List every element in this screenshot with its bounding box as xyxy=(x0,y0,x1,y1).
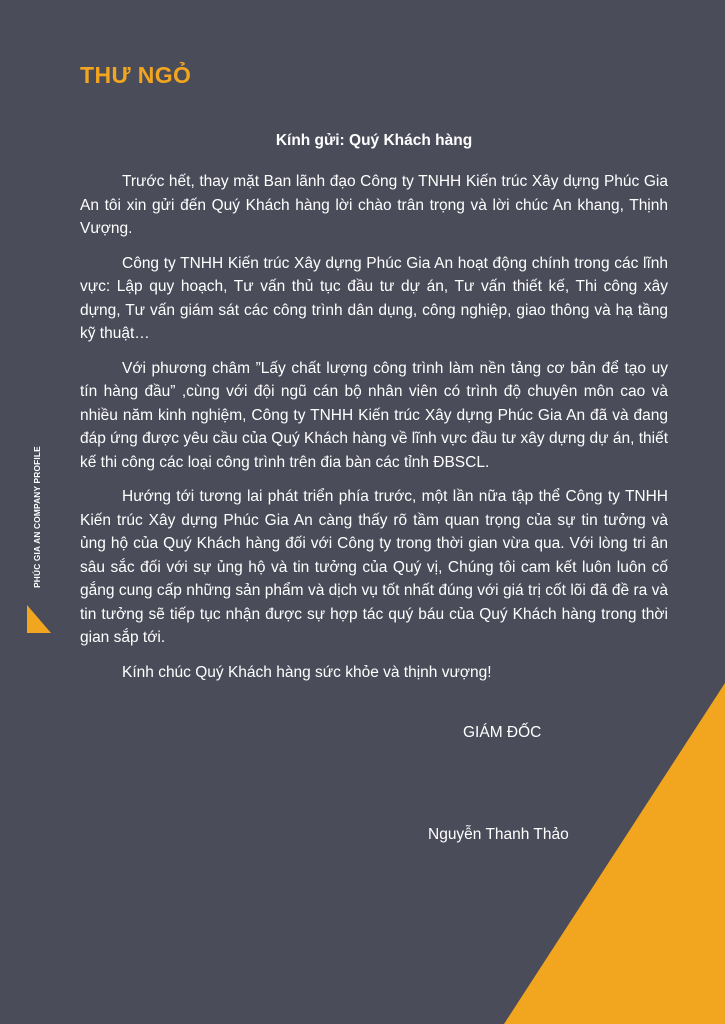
company-profile-label: PHÚC GIA AN COMPANY PROFILE xyxy=(32,446,42,588)
paragraph: Công ty TNHH Kiến trúc Xây dựng Phúc Gia An hoạt động chính trong các lĩnh vực: Lập quy hoạch, Tư vấn thủ tục đầu tư dự án, Tư vấn thiết kế, Thi công xây dựng, Tư vấn giám sát các công trình dân dụng, công nghiệp, giao thông và hạ tầng kỹ thuật… xyxy=(80,254,668,342)
page-title: THƯ NGỎ xyxy=(80,62,192,88)
paragraph: Trước hết, thay mặt Ban lãnh đạo Công ty TNHH Kiến trúc Xây dựng Phúc Gia An tôi xin gửi đến Quý Khách hàng lời chào trân trọng và lời chúc An khang, Thịnh Vượng. xyxy=(80,173,668,237)
paragraph: Với phương châm ”Lấy chất lượng công trình làm nền tảng cơ bản để tạo uy tín hàng đầu” ,cùng với đội ngũ cán bộ nhân viên có trình độ chuyên môn cao và nhiều năm kinh nghiệm, Công ty TNHH Kiến trúc Xây dựng Phúc Gia An đã và đang đáp ứng được yêu cầu của Quý Khách hàng về lĩnh vực đầu tư xây dựng dự án, thiết kế thi công các loại công trình trên đia bàn các tỉnh ĐBSCL. xyxy=(80,359,668,471)
signer-name: Nguyễn Thanh Thảo xyxy=(428,826,569,843)
signer-role: GIÁM ĐỐC xyxy=(463,724,542,741)
letter-body xyxy=(80,170,668,684)
paragraph: Hướng tới tương lai phát triển phía trước, một lần nữa tập thể Công ty TNHH Kiến trúc Xây dựng Phúc Gia An càng thấy rõ tầm quan trọng của sự tin tưởng và ủng hộ của Quý Khách hàng đối với Công ty trong thời gian vừa qua. Với lòng tri ân sâu sắc đối với sự ủng hộ và tin tưởng của Quý vị, Chúng tôi cam kết luôn luôn cố gắng cung cấp những sản phẩm và dịch vụ tốt nhất đúng với giá trị cốt lõi đã đề ra và tin tưởng sẽ tiếp tục nhận được sự hợp tác quý báu của Quý Khách hàng trong thời gian sắp tới. xyxy=(80,488,668,646)
closing-wish: Kính chúc Quý Khách hàng sức khỏe và thịnh vượng! xyxy=(122,663,492,681)
side-triangle-decoration xyxy=(27,605,51,633)
salutation: Kính gửi: Quý Khách hàng xyxy=(275,132,473,149)
